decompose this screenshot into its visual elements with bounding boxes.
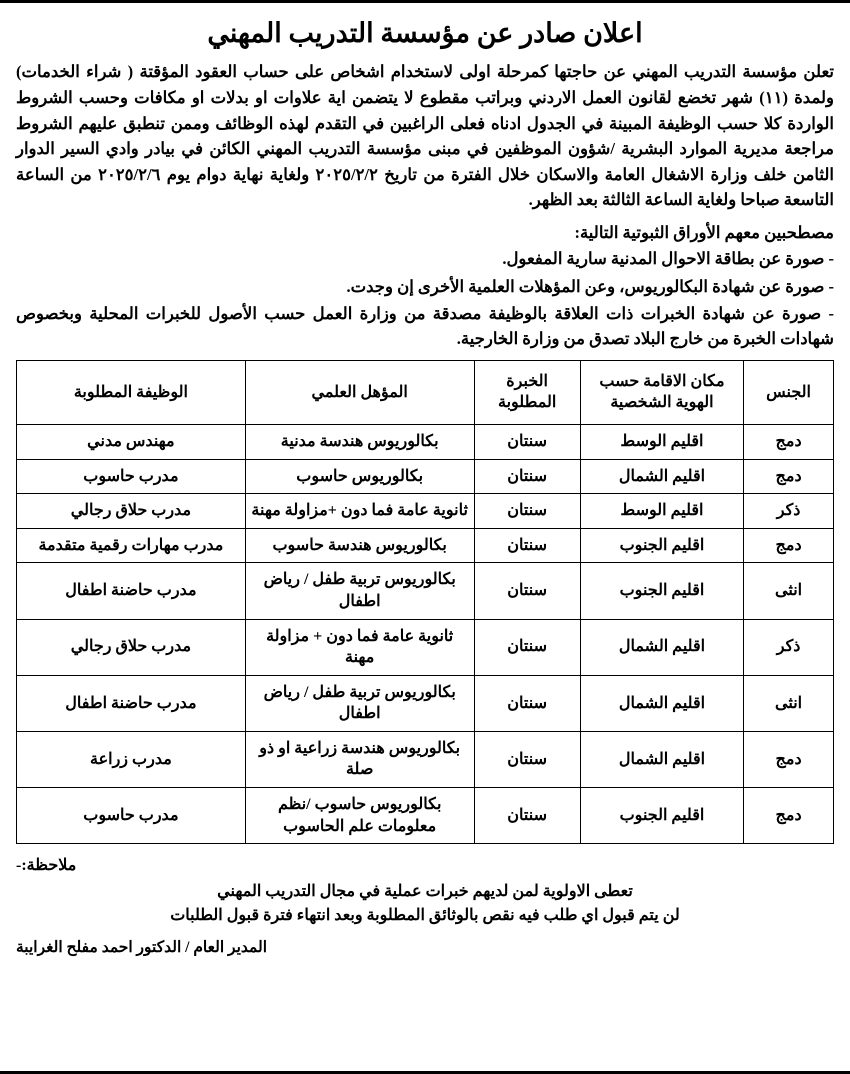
cell-residence: اقليم الجنوب bbox=[580, 788, 743, 844]
cell-job: مدرب حاسوب bbox=[17, 788, 246, 844]
table-row bbox=[17, 788, 834, 844]
note-label: ملاحظة:- bbox=[16, 857, 77, 875]
cell-job: مدرب حلاق رجالي bbox=[17, 619, 246, 675]
table-row bbox=[17, 424, 834, 459]
cell-job: مدرب حاضنة اطفال bbox=[17, 563, 246, 619]
cell-gender: ذكر bbox=[744, 619, 834, 675]
note-line: لن يتم قبول اي طلب فيه نقص بالوثائق المطلوبة وبعد انتهاء فترة قبول الطلبات bbox=[170, 907, 680, 925]
cell-gender: دمج bbox=[744, 788, 834, 844]
list-item: - صورة عن شهادة الخبرات ذات العلاقة بالوظيفة مصدقة من وزارة العمل حسب الأصول للخبرات المحلية وبخصوص شهادات الخبرة من خارج البلاد تصدق من وزارة الخارجية. bbox=[16, 304, 834, 349]
cell-qualification: ثانوية عامة فما دون +مزاولة مهنة bbox=[245, 494, 474, 529]
cell-qualification: بكالوريوس تربية طفل / رياض اطفال bbox=[245, 675, 474, 731]
cell-job: مدرب حاسوب bbox=[17, 459, 246, 494]
cell-gender: ذكر bbox=[744, 494, 834, 529]
list-item: - صورة عن بطاقة الاحوال المدنية سارية المفعول. bbox=[502, 248, 834, 268]
cell-qualification: بكالوريوس حاسوب /نظم معلومات علم الحاسوب bbox=[245, 788, 474, 844]
cell-residence: اقليم الجنوب bbox=[580, 563, 743, 619]
column-header-gender: الجنس bbox=[744, 360, 834, 424]
cell-job: مدرب مهارات رقمية متقدمة bbox=[17, 528, 246, 563]
note-line: تعطى الاولوية لمن لديهم خبرات عملية في مجال التدريب المهني bbox=[217, 883, 633, 901]
table-row bbox=[17, 675, 834, 731]
cell-qualification: بكالوريوس حاسوب bbox=[245, 459, 474, 494]
documents-list bbox=[16, 247, 834, 352]
cell-experience: سنتان bbox=[474, 528, 580, 563]
table-row bbox=[17, 731, 834, 787]
table-row bbox=[17, 459, 834, 494]
cell-qualification: ثانوية عامة فما دون + مزاولة مهنة bbox=[245, 619, 474, 675]
cell-qualification: بكالوريوس تربية طفل / رياض اطفال bbox=[245, 563, 474, 619]
cell-residence: اقليم الشمال bbox=[580, 459, 743, 494]
cell-qualification: بكالوريوس هندسة حاسوب bbox=[245, 528, 474, 563]
cell-residence: اقليم الشمال bbox=[580, 731, 743, 787]
cell-experience: سنتان bbox=[474, 563, 580, 619]
jobs-table bbox=[16, 360, 834, 845]
cell-residence: اقليم الجنوب bbox=[580, 528, 743, 563]
cell-job: مدرب زراعة bbox=[17, 731, 246, 787]
signature: المدير العام / الدكتور احمد مفلح الغرايبة bbox=[16, 939, 268, 957]
cell-gender: دمج bbox=[744, 459, 834, 494]
cell-gender: دمج bbox=[744, 731, 834, 787]
cell-experience: سنتان bbox=[474, 675, 580, 731]
cell-experience: سنتان bbox=[474, 459, 580, 494]
cell-job: مدرب حلاق رجالي bbox=[17, 494, 246, 529]
table-row bbox=[17, 528, 834, 563]
cell-residence: اقليم الشمال bbox=[580, 675, 743, 731]
intro-paragraph: تعلن مؤسسة التدريب المهني عن حاجتها كمرحلة اولى لاستخدام اشخاص على حساب العقود المؤقتة ( شراء الخدمات) ولمدة (١١) شهر تخضع لقانون العمل الاردني وبراتب مقطوع لا يتضمن اية علاوات او بدلات او مكافات وحسب الشروط الواردة كلا حسب الوظيفة المبينة في الجدول ادناه فعلى الراغبين في التقدم لهذه الوظائف وممن تنطبق عليهم الشروط مراجعة مديرية الموارد البشرية /شؤون الموظفين في مبنى مؤسسة التدريب المهني الكائن في بيادر وادي السير الدوار الثامن خلف وزارة الاشغال العامة والاسكان خلال الفترة من تاريخ ٢٠٢٥/٢/٢ ولغاية نهاية دوام يوم ٢٠٢٥/٢/٦ من الساعة التاسعة صباحا ولغاية الساعة الثالثة بعد الظهر. bbox=[16, 62, 834, 210]
cell-residence: اقليم الوسط bbox=[580, 494, 743, 529]
documents-heading: مصطحبين معهم الأوراق الثبوتية التالية: bbox=[574, 222, 834, 242]
cell-qualification: بكالوريوس هندسة زراعية او ذو صلة bbox=[245, 731, 474, 787]
page-title: اعلان صادر عن مؤسسة التدريب المهني bbox=[207, 18, 643, 48]
cell-gender: دمج bbox=[744, 424, 834, 459]
table-row bbox=[17, 494, 834, 529]
table-header-row bbox=[17, 360, 834, 424]
cell-experience: سنتان bbox=[474, 788, 580, 844]
column-header-job: الوظيفة المطلوبة bbox=[17, 360, 246, 424]
cell-gender: انثى bbox=[744, 563, 834, 619]
column-header-experience: الخبرة المطلوبة bbox=[474, 360, 580, 424]
table-row bbox=[17, 619, 834, 675]
cell-experience: سنتان bbox=[474, 494, 580, 529]
cell-gender: انثى bbox=[744, 675, 834, 731]
cell-job: مهندس مدني bbox=[17, 424, 246, 459]
cell-gender: دمج bbox=[744, 528, 834, 563]
cell-experience: سنتان bbox=[474, 619, 580, 675]
table-row bbox=[17, 563, 834, 619]
column-header-qualification: المؤهل العلمي bbox=[245, 360, 474, 424]
cell-qualification: بكالوريوس هندسة مدنية bbox=[245, 424, 474, 459]
footer-notes bbox=[16, 854, 834, 928]
cell-job: مدرب حاضنة اطفال bbox=[17, 675, 246, 731]
cell-residence: اقليم الوسط bbox=[580, 424, 743, 459]
cell-experience: سنتان bbox=[474, 731, 580, 787]
cell-residence: اقليم الشمال bbox=[580, 619, 743, 675]
cell-experience: سنتان bbox=[474, 424, 580, 459]
column-header-residence: مكان الاقامة حسب الهوية الشخصية bbox=[580, 360, 743, 424]
list-item: - صورة عن شهادة البكالوريوس، وعن المؤهلات العلمية الأخرى إن وجدت. bbox=[346, 276, 834, 296]
